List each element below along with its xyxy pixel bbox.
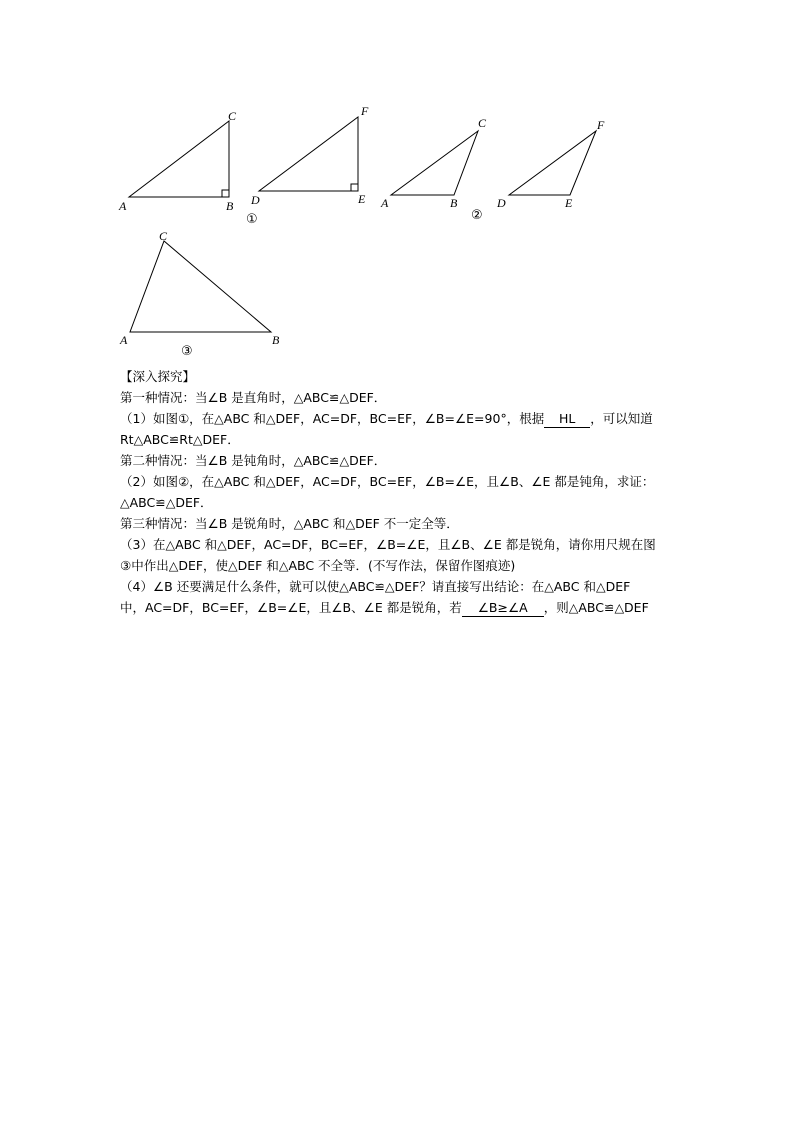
label-e-fig1: E	[358, 192, 366, 206]
label-b-fig2: B	[450, 196, 458, 210]
triangle-def-fig2	[509, 131, 596, 195]
question-3: （3）在△ABC 和△DEF，AC=DF，BC=EF，∠B=∠E，且∠B、∠E 都是锐角，请你用尺规在图	[120, 537, 656, 552]
question-1-text-end: ，可以知道	[590, 411, 653, 426]
triangle-abc-fig3	[130, 241, 271, 332]
case-1: 第一种情况：当∠B 是直角时，△ABC≌△DEF．	[120, 390, 387, 405]
figure-1	[129, 117, 358, 197]
answer-blank-angle: ∠B≥∠A	[462, 600, 544, 617]
question-4-cont	[120, 597, 680, 618]
triangle-abc-fig1	[129, 121, 229, 197]
figure-number-3: ③	[181, 344, 193, 359]
triangle-def-fig1	[259, 117, 358, 191]
right-angle-mark-e	[351, 184, 358, 191]
case-2: 第二种情况：当∠B 是钝角时，△ABC≌△DEF．	[120, 453, 387, 468]
label-a-fig2: A	[381, 196, 389, 210]
question-4-text-end: ，则△ABC≌△DEF	[543, 600, 649, 615]
question-1-text: （1）如图①，在△ABC 和△DEF，AC=DF，BC=EF，∠B=∠E=90°，根据	[120, 411, 545, 426]
figure-2	[391, 131, 596, 195]
label-c-fig3: C	[159, 229, 168, 243]
question-4: （4）∠B 还要满足什么条件，就可以使△ABC≌△DEF？请直接写出结论：在△ABC 和△DEF	[120, 579, 631, 594]
right-angle-mark-b	[222, 190, 229, 197]
label-f-fig2: F	[597, 118, 605, 132]
question-2-conclusion: △ABC≌△DEF．	[120, 495, 213, 510]
answer-blank-hl: HL	[544, 411, 590, 428]
label-f-fig1: F	[361, 104, 369, 118]
question-3-cont: ③中作出△DEF，使△DEF 和△ABC 不全等．(不写作法，保留作图痕迹)	[120, 558, 516, 573]
section-heading: 【深入探究】	[120, 369, 196, 384]
label-e-fig2: E	[565, 196, 573, 210]
problem-text	[120, 366, 680, 618]
figures	[0, 0, 794, 360]
label-d-fig1: D	[251, 193, 260, 207]
label-a-fig1: A	[119, 199, 127, 213]
label-c-fig1: C	[228, 109, 237, 123]
triangle-abc-fig2	[391, 131, 478, 195]
label-d-fig2: D	[497, 196, 506, 210]
case-3: 第三种情况：当∠B 是锐角时，△ABC 和△DEF 不一定全等．	[120, 516, 459, 531]
question-1-conclusion: Rt△ABC≌Rt△DEF．	[120, 432, 240, 447]
figure-3	[130, 241, 271, 332]
question-2: （2）如图②，在△ABC 和△DEF，AC=DF，BC=EF，∠B=∠E，且∠B、∠E 都是钝角，求证：	[120, 474, 655, 489]
label-b-fig1: B	[226, 199, 234, 213]
label-c-fig2: C	[478, 116, 487, 130]
figure-number-2: ②	[471, 208, 483, 223]
question-1	[120, 408, 680, 429]
label-a-fig3: A	[120, 333, 128, 347]
figure-number-1: ①	[246, 212, 258, 227]
label-b-fig3: B	[272, 333, 280, 347]
question-4-text: 中，AC=DF，BC=EF，∠B=∠E，且∠B、∠E 都是锐角，若	[120, 600, 462, 615]
